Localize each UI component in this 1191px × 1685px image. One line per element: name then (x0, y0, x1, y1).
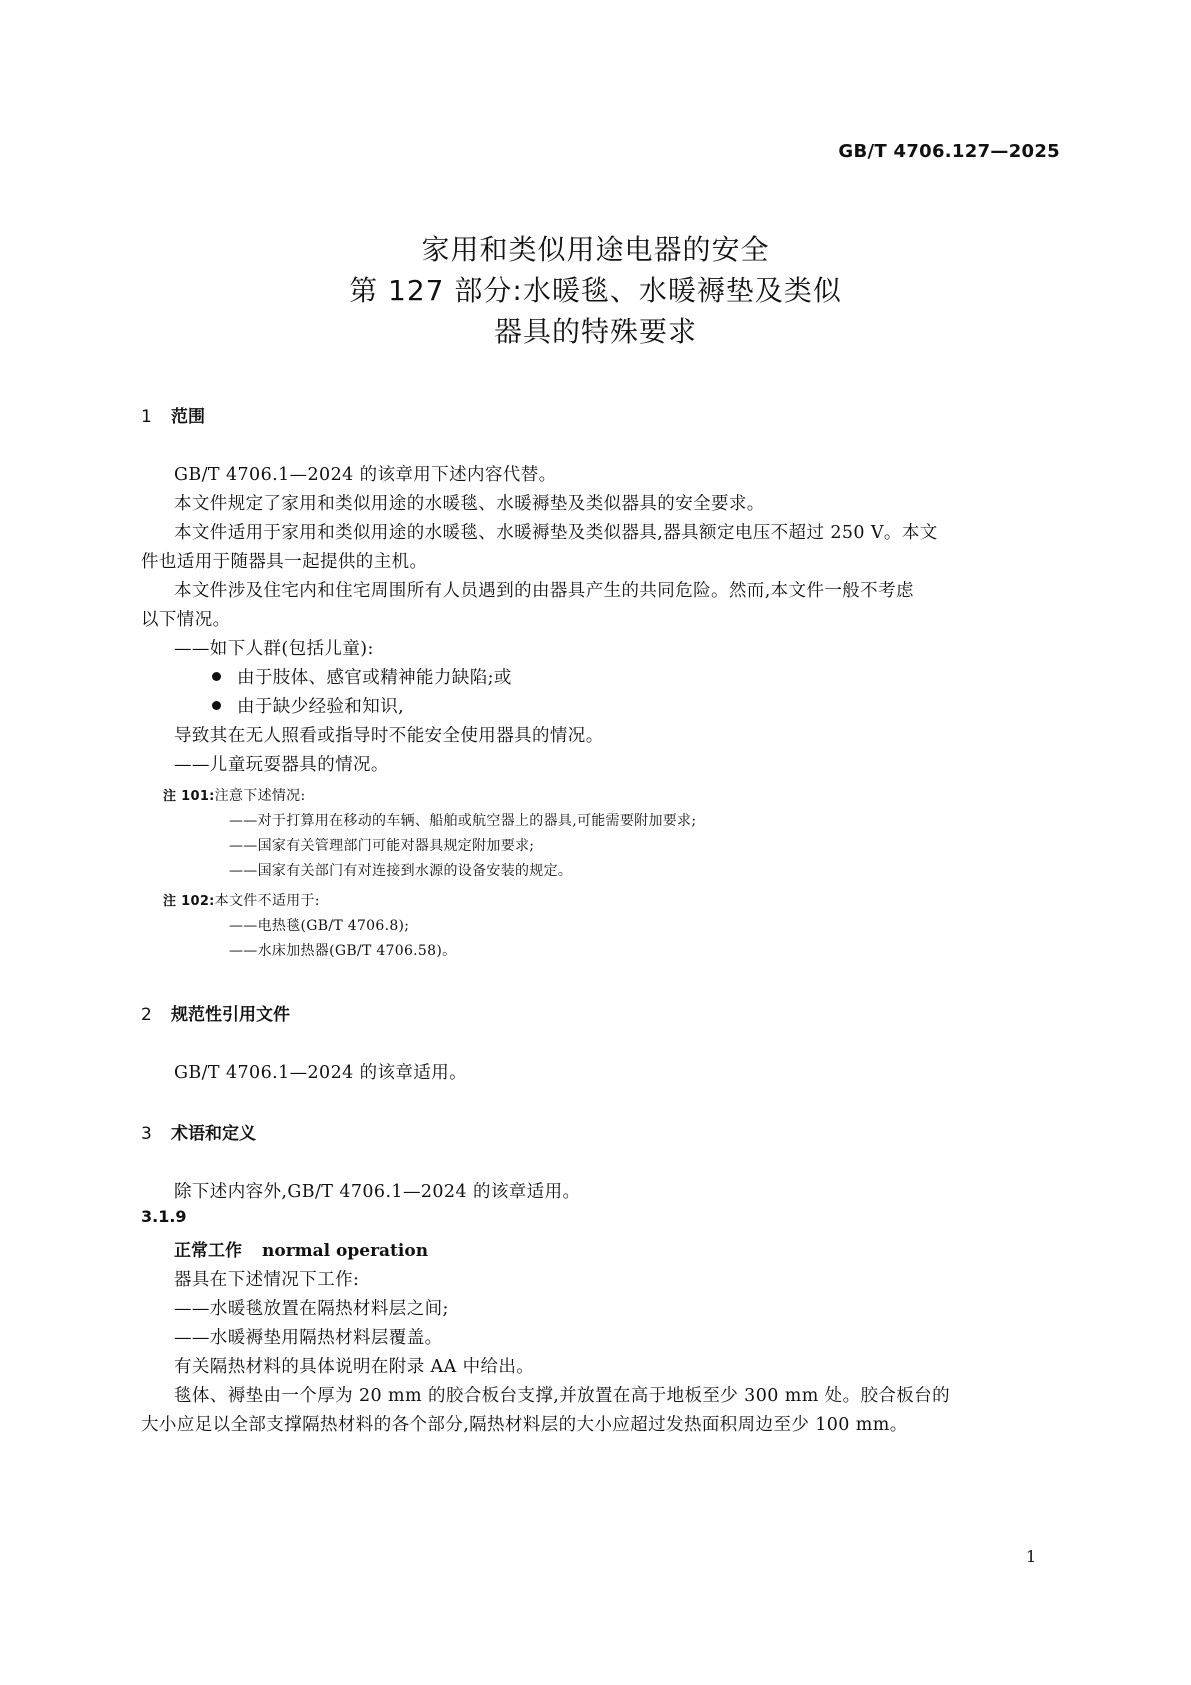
note-101-item: ——国家有关部门有对连接到水源的设备安装的规定。 (229, 863, 573, 879)
section-1-paragraph-4-line-1: 本文件涉及住宅内和住宅周围所有人员遇到的由器具产生的共同危险。然而,本文件一般不考虑 (174, 581, 914, 601)
bullet-icon (212, 701, 221, 710)
note-102-text: 本文件不适用于: (214, 893, 320, 909)
document-title-line-1: 家用和类似用途电器的安全 (421, 233, 770, 266)
section-2-number: 2 (141, 1005, 152, 1025)
note-102 (163, 890, 320, 910)
note-101-text: 注意下述情况: (214, 788, 306, 804)
section-1-paragraph-2: 本文件规定了家用和类似用途的水暖毯、水暖褥垫及类似器具的安全要求。 (174, 494, 765, 514)
section-1-paragraph-4-line-2: 以下情况。 (141, 610, 231, 630)
definition-dash-2: ——水暖褥垫用隔热材料层覆盖。 (174, 1328, 443, 1348)
page-number: 1 (1026, 1547, 1037, 1566)
section-1-dash-item-1: ——如下人群(包括儿童): (174, 639, 374, 659)
term-entry (174, 1236, 428, 1261)
section-1-heading (141, 402, 205, 427)
note-102-item: ——电热毯(GB/T 4706.8); (229, 918, 410, 934)
term-english: normal operation (262, 1241, 429, 1261)
section-1-title: 范围 (171, 407, 205, 427)
section-1-bullet-2 (212, 693, 404, 718)
note-101 (163, 785, 306, 805)
note-101-label: 注 101: (163, 789, 215, 804)
definition-dash-1: ——水暖毯放置在隔热材料层之间; (174, 1299, 449, 1319)
bullet-1-text: 由于肢体、感官或精神能力缺陷;或 (237, 668, 512, 688)
section-2-title: 规范性引用文件 (171, 1005, 290, 1025)
definition-line-5b: 大小应足以全部支撑隔热材料的各个部分,隔热材料层的大小应超过发热面积周边至少 100 mm。 (141, 1415, 908, 1435)
note-101-item: ——对于打算用在移动的车辆、船舶或航空器上的器具,可能需要附加要求; (229, 813, 697, 829)
definition-line-1: 器具在下述情况下工作: (174, 1270, 360, 1290)
document-title-line-3: 器具的特殊要求 (493, 315, 697, 348)
section-3-title: 术语和定义 (171, 1124, 256, 1144)
section-1-bullet-1 (212, 664, 512, 689)
section-1-paragraph-1: GB/T 4706.1—2024 的该章用下述内容代替。 (174, 465, 557, 485)
note-102-item: ——水床加热器(GB/T 4706.58)。 (229, 943, 457, 959)
section-1-paragraph-3-line-1: 本文件适用于家用和类似用途的水暖毯、水暖褥垫及类似器具,器具额定电压不超过 250 V。本文 (174, 523, 938, 543)
section-1-paragraph-3-line-2: 件也适用于随器具一起提供的主机。 (141, 552, 428, 572)
section-1-dash-item-2: ——儿童玩耍器具的情况。 (174, 755, 389, 775)
bullet-icon (212, 672, 221, 681)
section-2-paragraph-1: GB/T 4706.1—2024 的该章适用。 (174, 1063, 468, 1083)
document-title-line-2: 第 127 部分:水暖毯、水暖褥垫及类似 (349, 274, 842, 307)
definition-line-5a: 毯体、褥垫由一个厚为 20 mm 的胶合板台支撑,并放置在高于地板至少 300 mm 处。胶合板台的 (174, 1386, 950, 1406)
clause-number: 3.1.9 (141, 1207, 187, 1226)
note-101-item: ——国家有关管理部门可能对器具规定附加要求; (229, 838, 535, 854)
section-3-paragraph-1: 除下述内容外,GB/T 4706.1—2024 的该章适用。 (174, 1182, 581, 1202)
standard-number: GB/T 4706.127—2025 (838, 141, 1060, 162)
bullet-2-text: 由于缺少经验和知识, (237, 697, 405, 717)
term-chinese: 正常工作 (174, 1241, 242, 1261)
definition-line-4: 有关隔热材料的具体说明在附录 AA 中给出。 (174, 1357, 535, 1377)
section-3-number: 3 (141, 1124, 152, 1144)
section-1-number: 1 (141, 407, 152, 427)
note-102-label: 注 102: (163, 894, 215, 909)
section-1-paragraph-5: 导致其在无人照看或指导时不能安全使用器具的情况。 (174, 726, 604, 746)
section-3-heading (141, 1119, 256, 1144)
section-2-heading (141, 1000, 290, 1025)
